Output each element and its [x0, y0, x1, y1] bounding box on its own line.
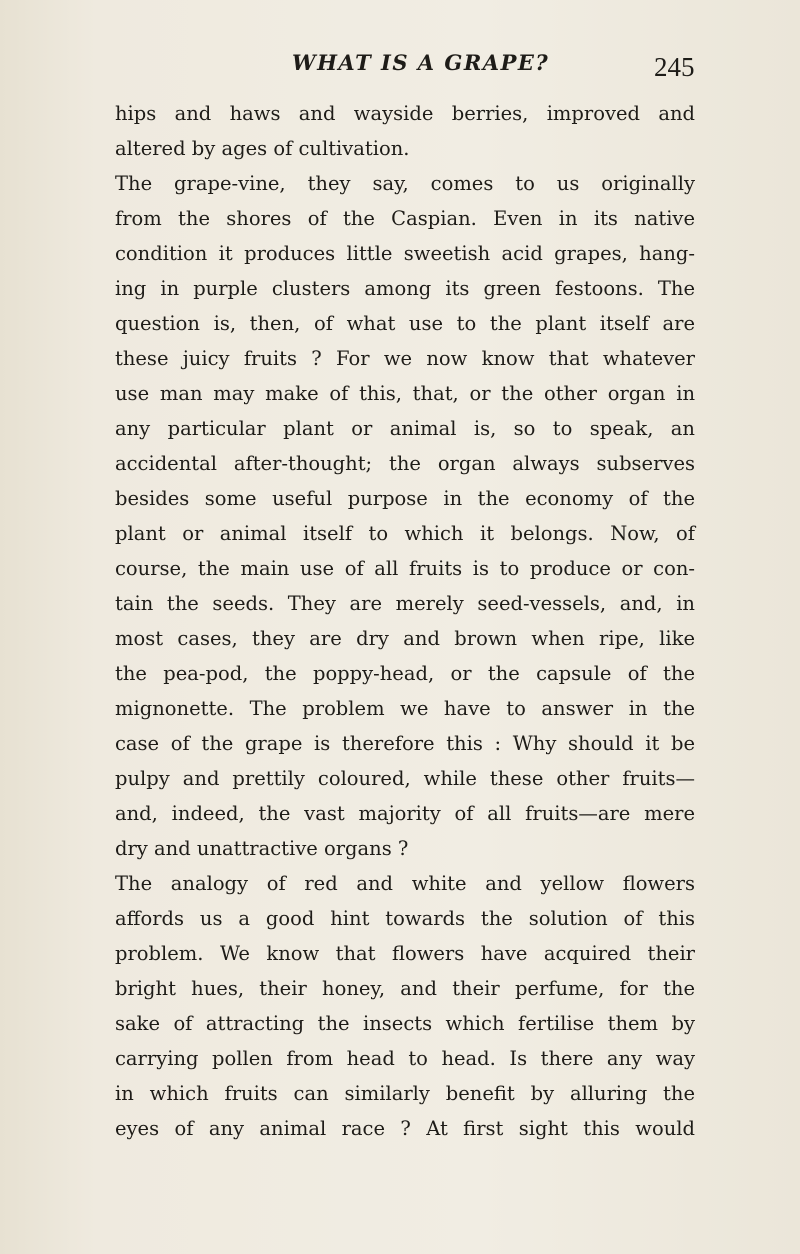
text-line: The analogy of red and white and yellow flowers [115, 872, 695, 895]
text-line: affords us a good hint towards the solution of this [115, 907, 695, 930]
page-number: 245 [654, 52, 695, 82]
text-line: problem. We know that flowers have acquired their [115, 942, 695, 965]
text-line: accidental after-thought; the organ always subserves [115, 452, 695, 475]
text-line: case of the grape is therefore this : Why should it be [115, 732, 695, 755]
text-line: condition it produces little sweetish acid grapes, hang- [115, 242, 695, 265]
text-line: dry and unattractive organs ? [115, 837, 409, 860]
text-line: question is, then, of what use to the plant itself are [115, 312, 695, 335]
text-line: bright hues, their honey, and their perfume, for the [115, 977, 695, 1000]
text-line: course, the main use of all fruits is to produce or con- [115, 557, 695, 580]
text-line: pulpy and prettily coloured, while these other fruits— [115, 767, 695, 790]
text-line: the pea-pod, the poppy-head, or the capsule of the [115, 662, 695, 685]
text-line: mignonette. The problem we have to answer in the [115, 697, 695, 720]
text-line: besides some useful purpose in the economy of the [115, 487, 695, 510]
text-line: in which fruits can similarly benefit by alluring the [115, 1082, 695, 1105]
running-title: WHAT IS A GRAPE? [292, 50, 550, 75]
text-line: these juicy fruits ? For we now know that whatever [115, 347, 695, 370]
text-line: plant or animal itself to which it belongs. Now, of [115, 522, 695, 545]
text-line: use man may make of this, that, or the other organ in [115, 382, 695, 405]
text-line: carrying pollen from head to head. Is there any way [115, 1047, 695, 1070]
text-line: tain the seeds. They are merely seed-vessels, and, in [115, 592, 695, 615]
text-line: any particular plant or animal is, so to speak, an [115, 417, 695, 440]
body-text [115, 96, 695, 1146]
text-line: and, indeed, the vast majority of all fruits—are mere [115, 802, 695, 825]
text-line: The grape-vine, they say, comes to us originally [115, 172, 695, 195]
text-line: eyes of any animal race ? At first sight this would [115, 1117, 695, 1140]
text-line: most cases, they are dry and brown when ripe, like [115, 627, 695, 650]
text-line: altered by ages of cultivation. [115, 137, 410, 160]
page-header [0, 50, 800, 90]
text-line: hips and haws and wayside berries, improved and [115, 102, 695, 125]
text-line: from the shores of the Caspian. Even in its native [115, 207, 695, 230]
text-line: ing in purple clusters among its green festoons. The [115, 277, 695, 300]
text-line: sake of attracting the insects which fertilise them by [115, 1012, 695, 1035]
